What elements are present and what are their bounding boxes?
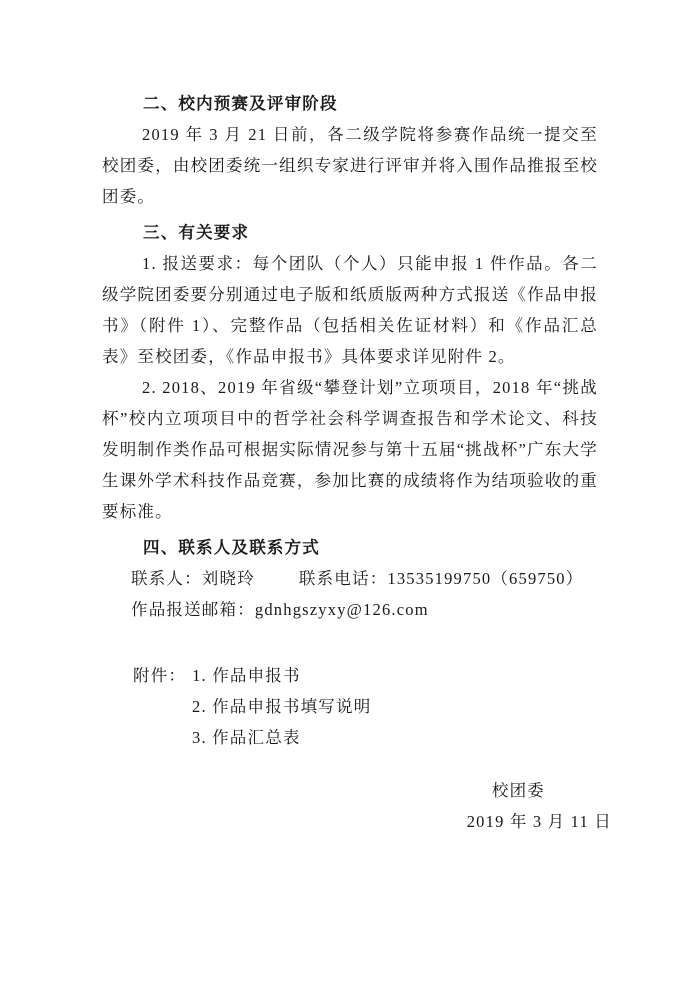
section-3-heading: 三、有关要求 — [143, 223, 250, 242]
attachments-label: 附件： — [133, 666, 187, 685]
signature-date: 2019 年 3 月 11 日 — [466, 812, 612, 831]
signature-issuer: 校团委 — [491, 781, 545, 800]
contact-line — [102, 563, 598, 594]
attachment-row — [102, 691, 598, 722]
email-line: 作品报送邮箱：gdnhgszyxy@126.com — [131, 600, 429, 619]
section-2-heading: 二、校内预赛及评审阶段 — [143, 94, 338, 113]
attachment-item-1: 1. 作品申报书 — [192, 666, 301, 685]
document-content — [102, 88, 612, 837]
attachments-block — [102, 660, 598, 753]
attachment-item-3: 3. 作品汇总表 — [192, 728, 301, 747]
signature-block — [102, 775, 612, 837]
contact-person: 联系人：刘晓玲 — [131, 569, 255, 588]
attachment-item-2: 2. 作品申报书填写说明 — [192, 697, 372, 716]
requirement-item-1: 1. 报送要求：每个团队（个人）只能申报 1 件作品。各二级学院团委要分别通过电子版和纸质版两种方式报送《作品申报书》（附件 1）、完整作品（包括相关佐证材料）和《作品汇总表》至校团委，《作品申报书》具体要求详见附件 2。 — [102, 254, 598, 366]
requirement-item-2: 2. 2018、2019 年省级“攀登计划”立项项目，2018 年“挑战杯”校内立项项目中的哲学社会科学调查报告和学术论文、科技发明制作类作品可根据实际情况参与第十五届“挑战杯”广东大学生课外学术科技作品竞赛，参加比赛的成绩将作为结项验收的重要标准。 — [102, 378, 598, 521]
section-2-paragraph: 2019 年 3 月 21 日前，各二级学院将参赛作品统一提交至校团委，由校团委统一组织专家进行评审并将入围作品推报至校团委。 — [102, 125, 598, 206]
section-4-heading: 四、联系人及联系方式 — [143, 538, 320, 557]
contact-phone: 联系电话：13535199750（659750） — [298, 569, 584, 588]
attachment-row — [102, 660, 598, 691]
attachment-row — [102, 722, 598, 753]
